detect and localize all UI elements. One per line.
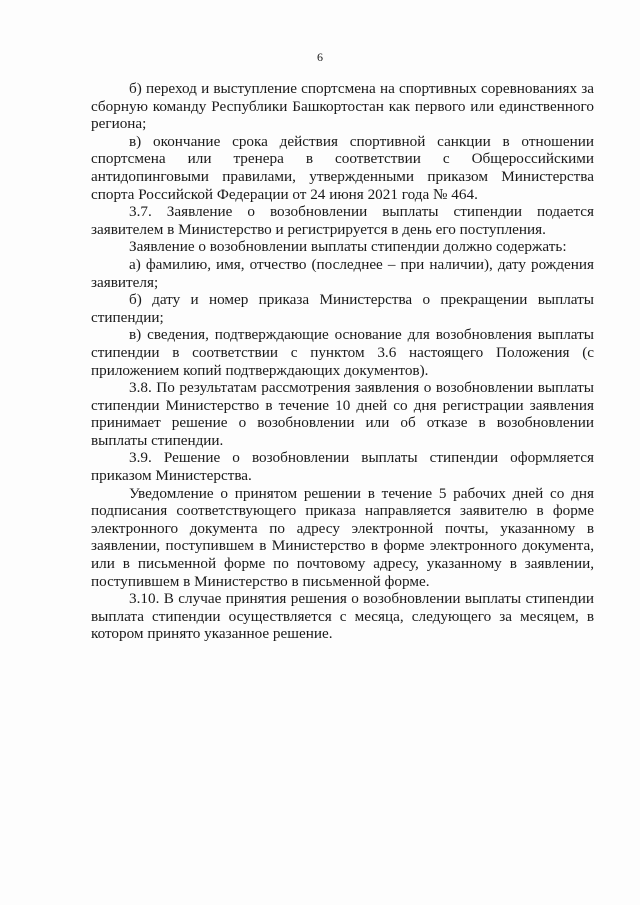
page-number: 6 bbox=[317, 50, 323, 64]
paragraph-item-b-order: б) дату и номер приказа Министерства о прекращении выплаты стипендии; bbox=[91, 291, 594, 326]
paragraph-notification: Уведомление о принятом решении в течение 5 рабочих дней со дня подписания соответствующего приказа направляется заявителю в форме электронного документа по адресу электронной почты, указанному в заявлении, поступившем в Министерство в форме электронного документа, или в письменной форме по почтовому адресу, указанному в заявлении, поступившем в Министерство в письменной форме. bbox=[91, 484, 594, 590]
paragraph-item-v-grounds: в) сведения, подтверждающие основание для возобновления выплаты стипендии в соответствии с пунктом 3.6 настоящего Положения (с приложением копий подтверждающих документов). bbox=[91, 326, 594, 379]
paragraph-3-10: 3.10. В случае принятия решения о возобновлении выплаты стипендии выплата стипендии осуществляется с месяца, следующего за месяцем, в котором принято указанное решение. bbox=[91, 590, 594, 643]
paragraph-3-7: 3.7. Заявление о возобновлении выплаты стипендии подается заявителем в Министерство и регистрируется в день его поступления. bbox=[91, 203, 594, 238]
document-body bbox=[91, 80, 594, 643]
paragraph-item-b-transfer: б) переход и выступление спортсмена на спортивных соревнованиях за сборную команду Республики Башкортостан как первого или единственного региона; bbox=[91, 80, 594, 133]
paragraph-item-a-name: а) фамилию, имя, отчество (последнее – при наличии), дату рождения заявителя; bbox=[91, 255, 594, 291]
paragraph-application-contents: Заявление о возобновлении выплаты стипендии должно содержать: bbox=[129, 238, 567, 256]
paragraph-3-9: 3.9. Решение о возобновлении выплаты стипендии оформляется приказом Министерства. bbox=[91, 449, 594, 485]
paragraph-item-v-sanction-end: в) окончание срока действия спортивной санкции в отношении спортсмена или тренера в соответствии с Общероссийскими антидопинговыми правилами, утвержденными приказом Министерства спорта Российской Федерации от 24 июня 2021 года № 464. bbox=[91, 132, 594, 203]
paragraph-3-8: 3.8. По результатам рассмотрения заявления о возобновлении выплаты стипендии Министерство в течение 10 дней со дня регистрации заявления принимает решение о возобновлении или об отказе в возобновлении выплаты стипендии. bbox=[91, 379, 594, 449]
